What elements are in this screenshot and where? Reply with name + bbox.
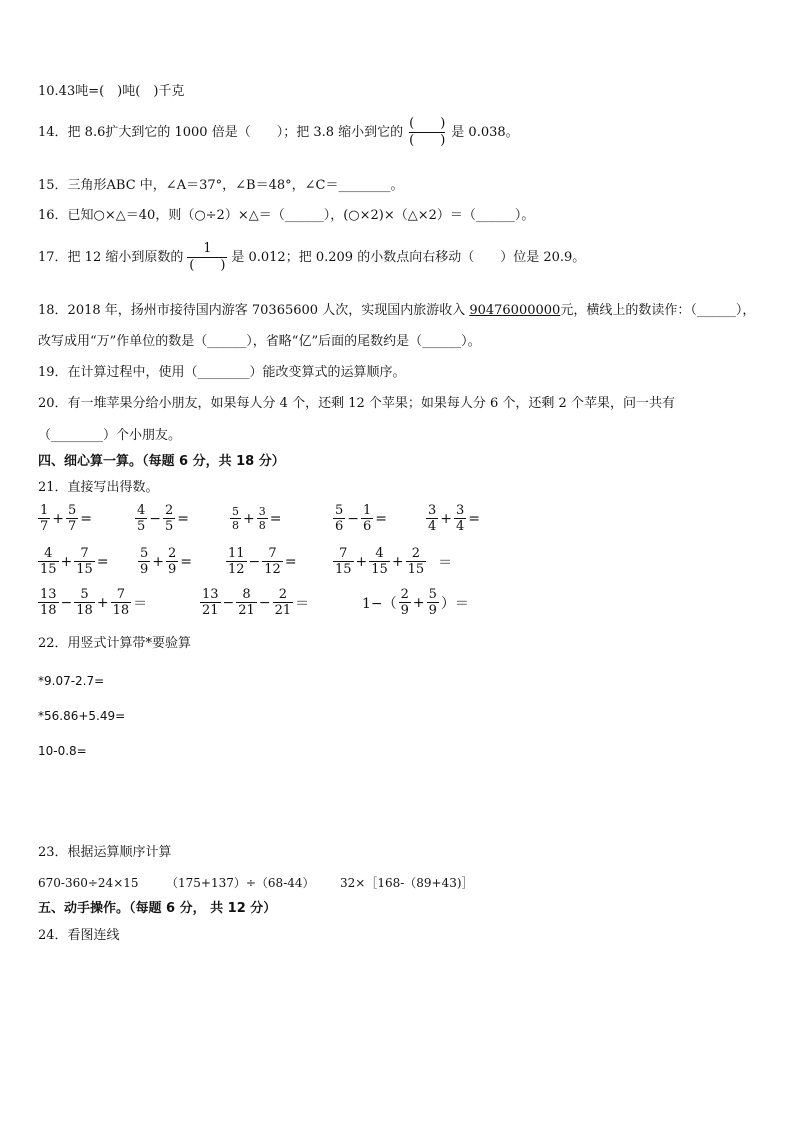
calc-3: 10-0.8= [38, 744, 87, 758]
q13-tail: 10.43吨=( )吨( )千克 [38, 84, 185, 99]
expr-r1-1 [38, 503, 94, 534]
fraction: $\frac{4}{15}$ [40, 546, 57, 577]
question-18-line2: 改写成用“万”作单位的数是（______），省略“亿”后面的尾数约是（______）。 [38, 334, 481, 349]
question-19: 19．在计算过程中，使用（________）能改变算式的运算顺序。 [38, 365, 406, 380]
fraction: $\frac{5}{9}$ [428, 587, 437, 618]
fraction: $\frac{7}{18}$ [112, 587, 130, 618]
expr-r2-2 [138, 546, 194, 577]
fraction: $\frac{7}{15}$ [335, 546, 352, 577]
expr-r2-3 [226, 546, 299, 577]
operator: − [60, 594, 73, 611]
expr-r1-5 [426, 503, 482, 534]
fraction: $\frac{13}{18}$ [40, 587, 57, 618]
equals-sign: = [284, 553, 297, 570]
operator: + [152, 553, 165, 570]
operator: + [440, 510, 453, 527]
calc-2: *56.86+5.49= [38, 709, 126, 723]
expr-r3-3 [360, 587, 471, 618]
q17-text-a: 17．把 12 缩小到原数的 [38, 249, 184, 265]
fraction: $\frac{8}{21}$ [238, 587, 255, 618]
fraction: $\frac{11}{12}$ [228, 546, 245, 577]
equals-sign: ＝ [295, 595, 310, 612]
q18-text-b: 元，横线上的数读作：（______）， [560, 303, 756, 318]
fraction: $\frac{7}{12}$ [264, 546, 281, 577]
fraction: $\frac{3}{4}$ [456, 503, 465, 534]
question-24: 24．看图连线 [38, 928, 120, 943]
section-4-heading: 四、细心算一算。（每题 6 分，共 18 分） [38, 454, 285, 469]
fraction: $\frac{1}{7}$ [40, 503, 49, 534]
equals-sign: = [468, 510, 481, 527]
calc-1: *9.07-2.7= [38, 674, 105, 688]
fraction: $\frac{2}{21}$ [274, 587, 292, 618]
equals-sign: = [80, 510, 93, 527]
expr-r3-2 [200, 587, 311, 618]
question-18-line1 [38, 303, 755, 319]
q14-fraction [409, 116, 445, 149]
q17-text-b: 是 0.012；把 0.209 的小数点向右移动（ ）位是 20.9。 [231, 249, 586, 265]
operator: + [391, 553, 404, 570]
suffix: ）＝ [440, 595, 469, 612]
q17-frac-den: ( ) [189, 258, 226, 273]
question-20-line2: （________）个小朋友。 [38, 428, 182, 443]
operator: + [243, 510, 255, 527]
fraction: $\frac{5}{6}$ [335, 503, 344, 534]
fraction: $\frac{4}{5}$ [137, 503, 146, 534]
fraction: $\frac{5}{7}$ [68, 503, 77, 534]
operator: − [347, 510, 360, 527]
operator: + [412, 594, 425, 611]
fraction: $\frac{2}{9}$ [400, 587, 409, 618]
fraction: $\frac{2}{9}$ [168, 546, 177, 577]
q14-frac-num: ( ) [409, 116, 446, 131]
equals-sign: = [269, 510, 282, 527]
equals-sign: ＝ [438, 554, 453, 571]
equals-sign: = [375, 510, 388, 527]
equals-sign: = [96, 553, 109, 570]
question-20-line1: 20．有一堆苹果分给小朋友，如果每人分 4 个，还剩 12 个苹果；如果每人分 6 个，还剩 2 个苹果，问一共有 [38, 396, 675, 411]
question-14 [38, 116, 519, 149]
q14-text-a: 14．把 8.6扩大到它的 1000 倍是（ ）；把 3.8 缩小到它的 [38, 124, 404, 140]
question-21: 21．直接写出得数。 [38, 480, 159, 495]
expr-r1-4 [333, 503, 389, 534]
question-15: 15．三角形ABC 中，∠A＝37°，∠B＝48°，∠C＝________。 [38, 178, 404, 193]
fraction: $\frac{2}{15}$ [407, 546, 425, 577]
expr-r1-3 [230, 505, 283, 532]
fraction: $\frac{1}{6}$ [363, 503, 372, 534]
equals-sign: ＝ [133, 595, 148, 612]
question-17 [38, 241, 585, 274]
fraction: $\frac{3}{4}$ [428, 503, 437, 534]
fraction: $\frac{7}{15}$ [76, 546, 93, 577]
equals-sign: = [180, 553, 193, 570]
operator: + [355, 553, 368, 570]
fraction: $\frac{5}{9}$ [140, 546, 149, 577]
q23-item-1: 670-360÷24×15 [38, 876, 139, 890]
operator: − [248, 553, 261, 570]
prefix: 1−（ [362, 595, 397, 612]
q14-frac-den: ( ) [409, 133, 446, 148]
q17-fraction [187, 241, 227, 274]
q14-text-b: 是 0.038。 [451, 124, 519, 140]
expr-r1-2 [135, 503, 191, 534]
fraction: $\frac{5}{18}$ [76, 587, 93, 618]
operator: + [60, 553, 73, 570]
fraction: $\frac{3}{8}$ [258, 505, 266, 532]
q23-item-2: （175+137）÷（68-44） [166, 876, 315, 890]
q23-item-3: 32×［168-（89+43)］ [340, 876, 474, 890]
equals-sign: = [177, 510, 190, 527]
fraction: $\frac{13}{21}$ [202, 587, 219, 618]
question-23: 23．根据运算顺序计算 [38, 845, 172, 860]
q18-underlined-number: 90476000000 [469, 303, 561, 318]
question-16: 16．已知○×△＝40，则（○÷2）×△＝（______），(○×2)×（△×2）＝（______）。 [38, 208, 535, 223]
fraction: $\frac{2}{5}$ [165, 503, 174, 534]
operator: − [222, 594, 235, 611]
fraction: $\frac{4}{15}$ [371, 546, 388, 577]
operator: + [96, 594, 109, 611]
expr-r3-1 [38, 587, 149, 618]
q17-frac-num: 1 [203, 241, 212, 256]
operator: + [52, 510, 65, 527]
operator: − [149, 510, 162, 527]
question-22: 22．用竖式计算带*要验算 [38, 636, 192, 651]
section-5-heading: 五、动手操作。（每题 6 分， 共 12 分） [38, 901, 277, 916]
q18-text-a: 18．2018 年，扬州市接待国内游客 70365600 人次，实现国内旅游收入 [38, 303, 470, 318]
expr-r2-4 [333, 546, 454, 577]
fraction: $\frac{5}{8}$ [232, 505, 239, 532]
operator: − [258, 594, 271, 611]
expr-r2-1 [38, 546, 111, 577]
